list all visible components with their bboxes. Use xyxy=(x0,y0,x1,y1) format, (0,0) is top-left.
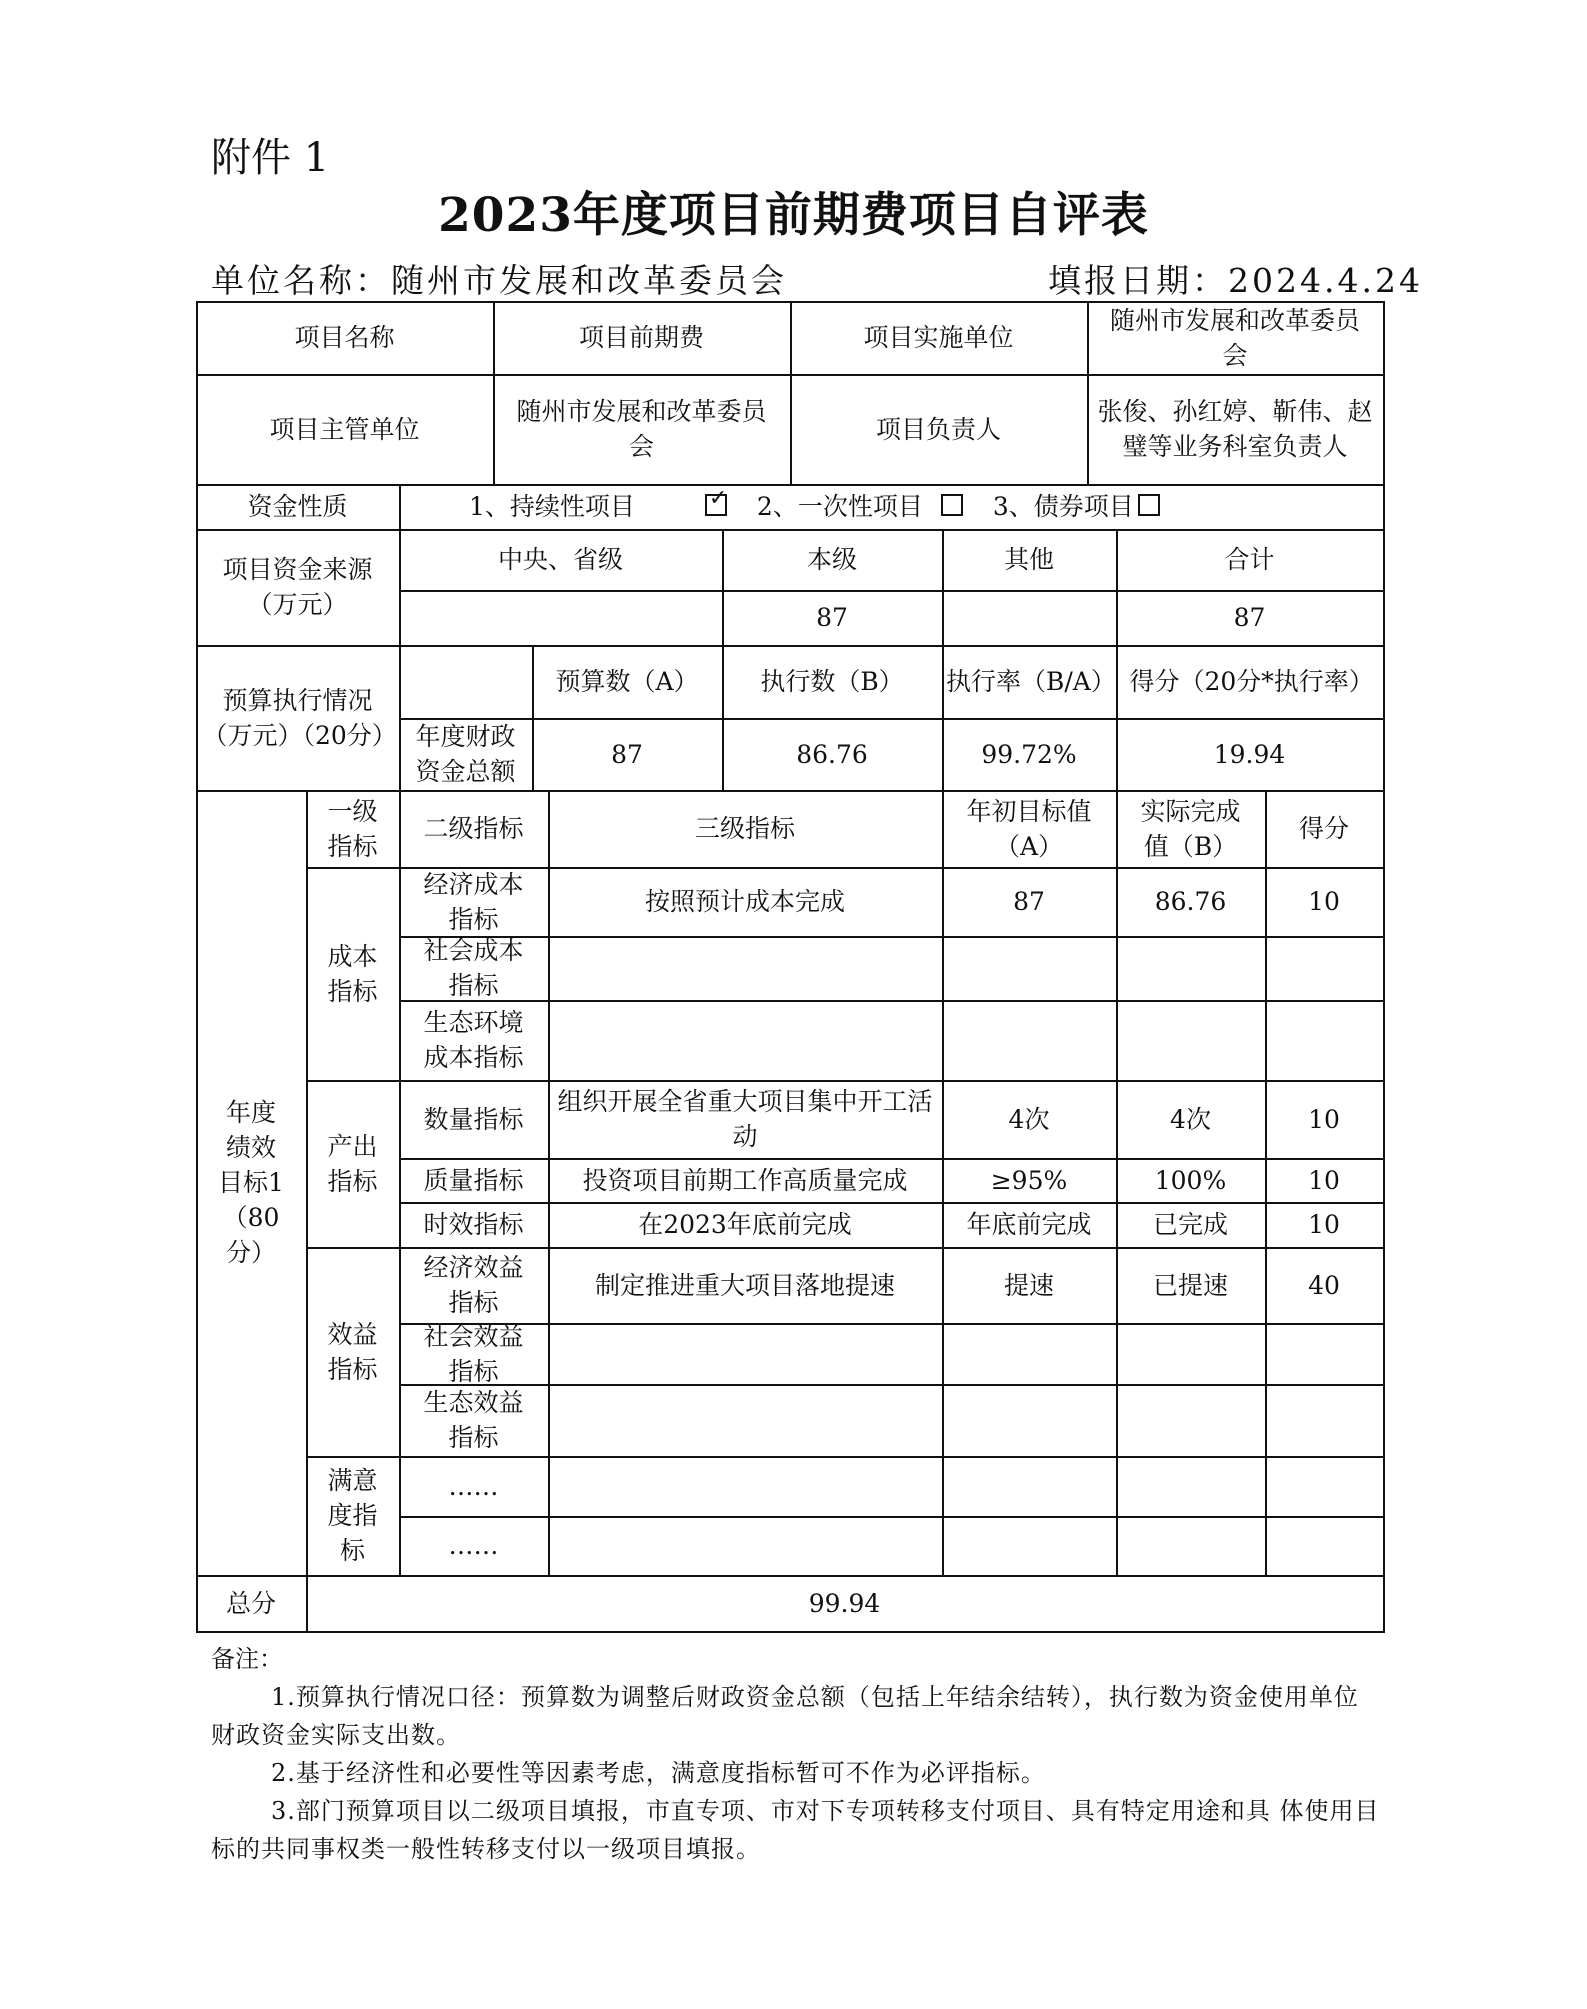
level2-indicator: 数量指标 xyxy=(423,1104,524,1134)
annual-target-label: 年度绩效目标1（80分） xyxy=(218,1098,284,1267)
target-value xyxy=(942,1516,1116,1575)
level3-indicator xyxy=(548,936,942,1000)
level1-group: 满意度指标 xyxy=(327,1466,378,1565)
level3-indicator xyxy=(548,1323,942,1384)
level3-indicator: 组织开展全省重大项目集中开工活动 xyxy=(557,1087,933,1151)
notes-title: 备注： xyxy=(211,1645,283,1673)
project-name: 项目前期费 xyxy=(578,323,704,352)
actual-value: 86.76 xyxy=(1154,887,1227,916)
actual-value xyxy=(1116,936,1265,1000)
budget-row-label: 年度财政资金总额 xyxy=(415,722,516,786)
supervisor-label: 项目主管单位 xyxy=(269,414,420,444)
header-level1: 一级指标 xyxy=(327,796,378,861)
notes xyxy=(211,1640,1381,1868)
fund-source-label: 项目资金来源（万元） xyxy=(222,555,373,619)
budget-header: 预算数（A） xyxy=(555,667,699,696)
budget-value: 86.76 xyxy=(796,739,868,769)
target-value: 年底前完成 xyxy=(966,1210,1092,1239)
note-2: 2.基于经济性和必要性等因素考虑，满意度指标暂可不作为必评指标。 xyxy=(271,1759,1046,1787)
level3-indicator: 在2023年底前完成 xyxy=(638,1210,852,1239)
fund-source-value: 87 xyxy=(816,603,848,632)
header-level3: 三级指标 xyxy=(694,814,795,843)
budget-value: 99.72% xyxy=(981,739,1077,769)
budget-header: 执行数（B） xyxy=(760,667,904,696)
score-value xyxy=(1265,1456,1383,1516)
score-value xyxy=(1265,1384,1383,1456)
target-value xyxy=(942,1456,1116,1516)
header-target: 年初目标值（A） xyxy=(966,796,1092,861)
level2-indicator: 社会效益指标 xyxy=(423,1321,524,1386)
total-label: 总分 xyxy=(225,1588,276,1618)
project-name-label: 项目名称 xyxy=(294,323,395,352)
target-value: ≥95% xyxy=(990,1165,1068,1195)
budget-header: 得分（20分*执行率） xyxy=(1129,667,1374,696)
budget-exec-label: 预算执行情况（万元）（20分） xyxy=(202,685,397,750)
fund-source-header: 中央、省级 xyxy=(497,545,623,574)
target-value: 87 xyxy=(1013,887,1045,916)
level1-group: 成本指标 xyxy=(327,941,378,1006)
score-value: 10 xyxy=(1308,887,1340,916)
actual-value: 4次 xyxy=(1170,1104,1211,1134)
score-value: 10 xyxy=(1308,1104,1340,1134)
checkbox-one-time[interactable] xyxy=(941,494,963,516)
score-value xyxy=(1265,1000,1383,1080)
level2-indicator: 生态效益指标 xyxy=(423,1388,524,1452)
target-value xyxy=(942,1323,1116,1384)
actual-value xyxy=(1116,1000,1265,1080)
score-value: 40 xyxy=(1308,1270,1340,1300)
target-value xyxy=(942,1384,1116,1456)
level3-indicator xyxy=(548,1384,942,1456)
level3-indicator: 投资项目前期工作高质量完成 xyxy=(582,1165,908,1195)
leader: 张俊、孙红婷、靳伟、赵璧等业务科室负责人 xyxy=(1097,397,1373,461)
attachment-label: 附件 1 xyxy=(211,135,330,181)
fund-source-value xyxy=(399,590,722,645)
checkbox-bond[interactable] xyxy=(1138,494,1160,516)
level1-group: 效益指标 xyxy=(327,1319,378,1384)
fund-source-value xyxy=(942,590,1116,645)
leader-label: 项目负责人 xyxy=(875,414,1001,444)
level2-indicator: 经济成本指标 xyxy=(423,869,524,934)
level1-group: 产出指标 xyxy=(327,1131,378,1196)
note-1: 1.预算执行情况口径：预算数为调整后财政资金总额（包括上年结余结转），执行数为资金使用单位财政资金实际支出数。 xyxy=(211,1683,1359,1749)
score-value xyxy=(1265,936,1383,1000)
check-icon: ✓ xyxy=(708,485,728,511)
total-score: 99.94 xyxy=(808,1588,881,1618)
level3-indicator xyxy=(548,1456,942,1516)
header-level2: 二级指标 xyxy=(423,814,524,843)
level2-indicator: 生态环境成本指标 xyxy=(423,1008,524,1072)
score-value: 10 xyxy=(1308,1165,1340,1195)
fund-nature-label: 资金性质 xyxy=(247,492,348,521)
actual-value xyxy=(1116,1516,1265,1575)
document-title: 2023年度项目前期费项目自评表 xyxy=(438,188,1149,243)
actual-value: 100% xyxy=(1154,1165,1227,1195)
target-value xyxy=(942,1000,1116,1080)
actual-value xyxy=(1116,1456,1265,1516)
impl-unit-label: 项目实施单位 xyxy=(863,323,1014,352)
level3-indicator xyxy=(548,1516,942,1575)
fund-nature-options xyxy=(399,484,1383,529)
level2-indicator: 时效指标 xyxy=(423,1210,524,1239)
checkbox-continuous[interactable] xyxy=(705,485,728,516)
header-score: 得分 xyxy=(1298,814,1349,843)
level2-indicator: 经济效益指标 xyxy=(423,1253,524,1317)
level3-indicator xyxy=(548,1000,942,1080)
budget-value: 19.94 xyxy=(1213,739,1286,769)
level2-indicator: …… xyxy=(448,1471,499,1501)
option-bond: 3、债券项目 xyxy=(992,492,1134,521)
note-3: 3.部门预算项目以二级项目填报，市直专项、市对下专项转移支付项目、具有特定用途和具 体使用目标的共同事权类一般性转移支付以一级项目填报。 xyxy=(211,1797,1380,1863)
score-value xyxy=(1265,1516,1383,1575)
header-actual: 实际完成值（B） xyxy=(1140,796,1241,861)
supervisor: 随州市发展和改革委员会 xyxy=(516,397,767,461)
unit-name: 单位名称：随州市发展和改革委员会 xyxy=(211,261,787,300)
fund-source-header: 其他 xyxy=(1003,545,1054,574)
fund-source-header: 合计 xyxy=(1224,545,1275,574)
score-value: 10 xyxy=(1308,1210,1340,1239)
budget-value: 87 xyxy=(611,739,643,769)
target-value xyxy=(942,936,1116,1000)
actual-value: 已提速 xyxy=(1152,1270,1228,1300)
level2-indicator: 质量指标 xyxy=(423,1165,524,1195)
actual-value xyxy=(1116,1323,1265,1384)
actual-value: 已完成 xyxy=(1152,1210,1228,1239)
table-rule xyxy=(1383,301,1385,1633)
fund-source-header: 本级 xyxy=(806,545,857,574)
level2-indicator: 社会成本指标 xyxy=(423,936,524,1000)
score-value xyxy=(1265,1323,1383,1384)
level3-indicator: 按照预计成本完成 xyxy=(644,887,845,916)
option-one-time: 2、一次性项目 xyxy=(756,492,923,521)
level3-indicator: 制定推进重大项目落地提速 xyxy=(594,1270,895,1300)
impl-unit: 随州市发展和改革委员会 xyxy=(1110,305,1361,370)
budget-header: 执行率（B/A） xyxy=(946,667,1116,696)
target-value: 4次 xyxy=(1008,1104,1050,1134)
level2-indicator: …… xyxy=(448,1531,499,1560)
option-continuous: 1、持续性项目 xyxy=(469,492,635,521)
actual-value xyxy=(1116,1384,1265,1456)
fill-date: 填报日期：2024.4.24 xyxy=(1048,261,1423,300)
fund-source-value: 87 xyxy=(1233,603,1266,632)
target-value: 提速 xyxy=(1003,1270,1054,1300)
table-rule xyxy=(196,1631,1385,1633)
